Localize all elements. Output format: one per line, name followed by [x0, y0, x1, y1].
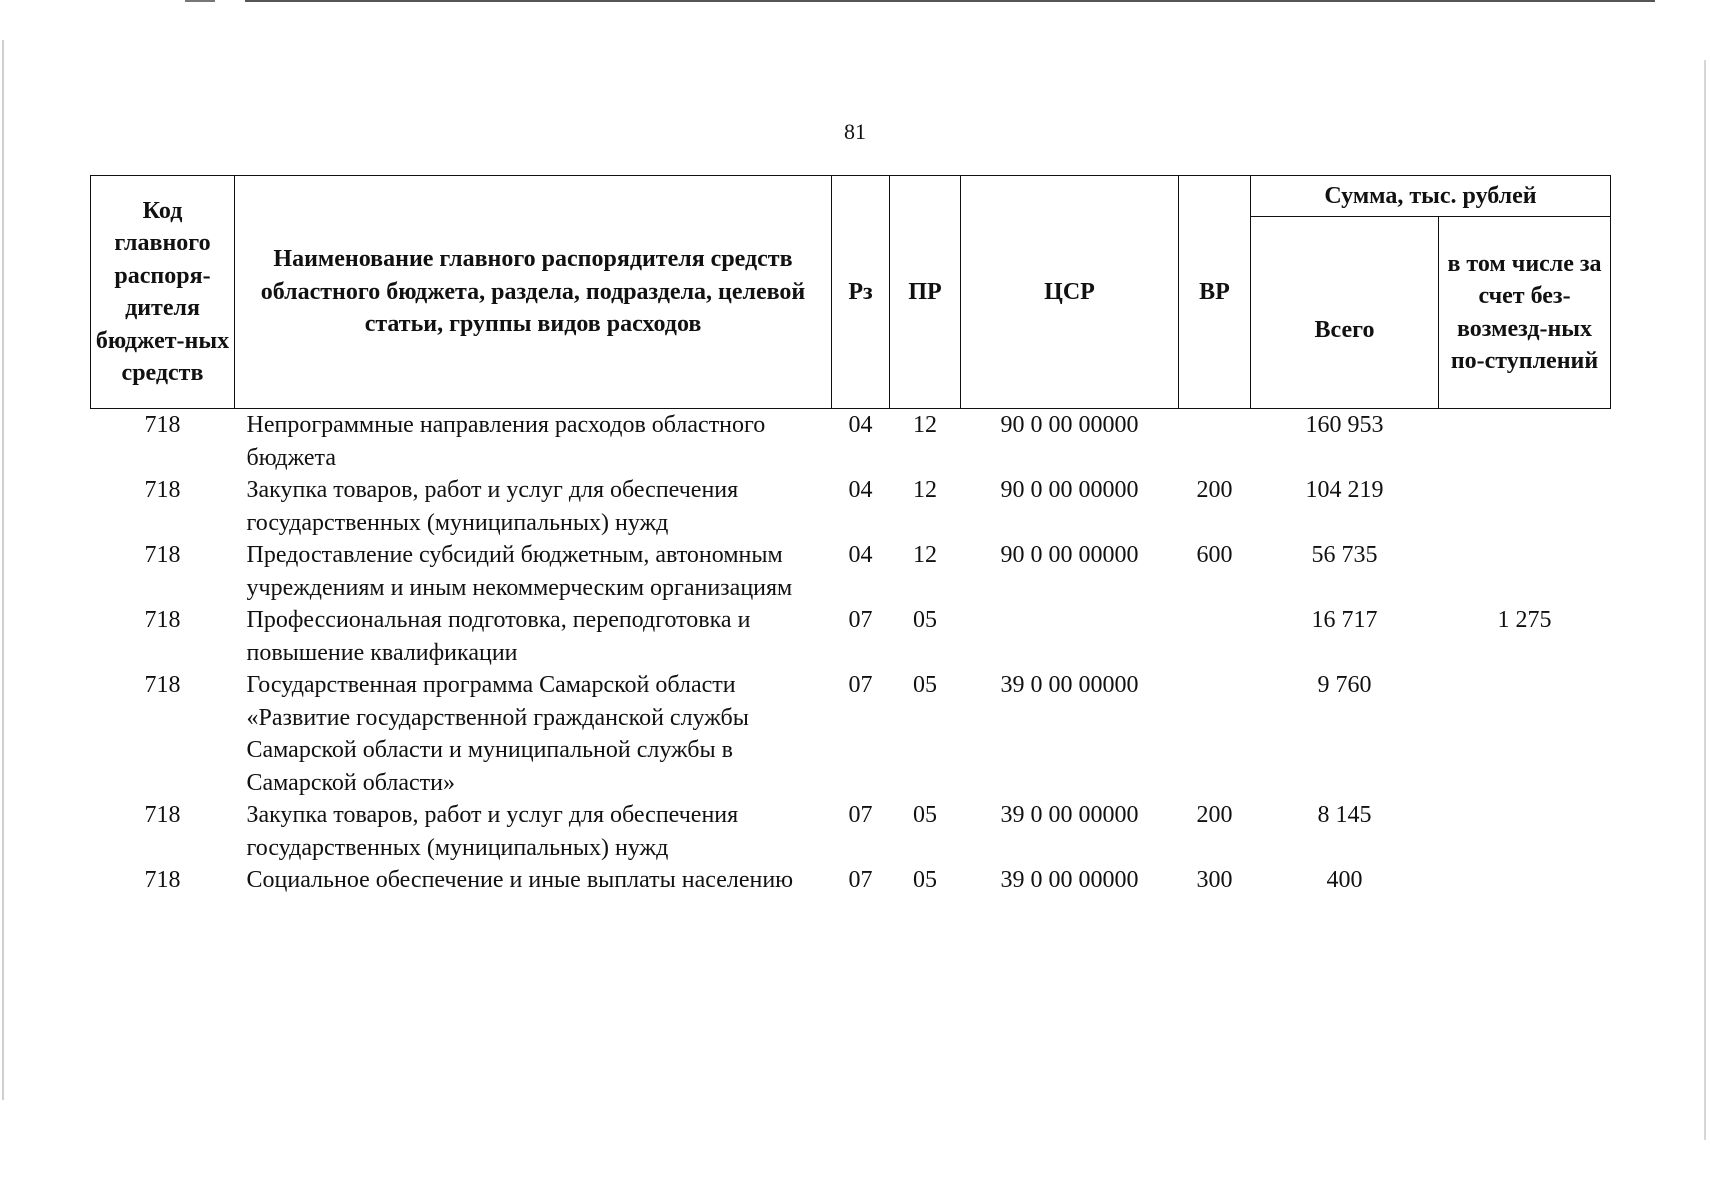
cell-code: 718: [144, 542, 181, 568]
cell-code: 718: [144, 672, 181, 698]
cell-vr: [1179, 409, 1251, 475]
cell-name: Закупка товаров, работ и услуг для обеспечения государственных (муниципальных) нужд: [246, 477, 739, 536]
cell-code: 718: [144, 412, 181, 438]
cell-pr: 12: [913, 412, 937, 438]
cell-name: Государственная программа Самарской области «Развитие государственной гражданской службы Самарской области и муниципальной службы в Самарской области»: [246, 672, 749, 796]
cell-csr: 39 0 00 00000: [1000, 672, 1139, 698]
cell-total: 9 760: [1317, 672, 1372, 698]
cell-name: Непрограммные направления расходов областного бюджета: [246, 412, 766, 471]
cell-csr: 90 0 00 00000: [1000, 412, 1139, 438]
cell-free: [1439, 474, 1611, 539]
cell-vr: 300: [1196, 867, 1233, 893]
cell-free: 1 275: [1497, 607, 1552, 633]
cell-total: 8 145: [1317, 802, 1372, 828]
cell-vr: [1179, 669, 1251, 799]
page-number: 81: [844, 119, 866, 144]
cell-rz: 07: [848, 672, 873, 698]
table-row: [91, 409, 1611, 475]
cell-code: 718: [144, 607, 181, 633]
cell-name: Профессиональная подготовка, переподготовка и повышение квалификации: [246, 607, 751, 666]
cell-pr: 05: [913, 672, 937, 698]
cell-total: 400: [1326, 867, 1363, 893]
header-free: в том числе за счет без-возмезд-ных по-ступлений: [1439, 217, 1611, 409]
scan-right-edge: [1704, 60, 1706, 1140]
header-name: Наименование главного распорядителя средств областного бюджета, раздела, подраздела, целевой статьи, группы видов расходов: [235, 176, 832, 409]
cell-name: Социальное обеспечение и иные выплаты населению: [246, 867, 794, 893]
cell-code: 718: [144, 477, 181, 503]
cell-vr: 200: [1196, 477, 1233, 503]
cell-rz: 04: [848, 477, 873, 503]
cell-code: 718: [144, 802, 181, 828]
cell-pr: 05: [913, 802, 937, 828]
cell-csr: 90 0 00 00000: [1000, 542, 1139, 568]
cell-pr: 12: [913, 477, 937, 503]
cell-rz: 07: [848, 867, 873, 893]
budget-table: [90, 175, 1611, 897]
cell-free: [1439, 409, 1611, 475]
header-sum: Сумма, тыс. рублей: [1251, 176, 1611, 217]
cell-name: Закупка товаров, работ и услуг для обеспечения государственных (муниципальных) нужд: [246, 802, 739, 861]
cell-rz: 04: [848, 412, 873, 438]
cell-total: 104 219: [1305, 477, 1384, 503]
cell-pr: 05: [913, 607, 937, 633]
cell-csr: 39 0 00 00000: [1000, 867, 1139, 893]
cell-rz: 07: [848, 607, 873, 633]
cell-code: 718: [144, 867, 181, 893]
table-header: [91, 176, 1611, 409]
table-row: [91, 864, 1611, 897]
cell-vr: 600: [1196, 542, 1233, 568]
table-row: [91, 604, 1611, 669]
cell-rz: 04: [848, 542, 873, 568]
cell-rz: 07: [848, 802, 873, 828]
header-pr: ПР: [890, 176, 961, 409]
header-rz: Рз: [832, 176, 890, 409]
header-code: Код главного распоря-дителя бюджет-ных средств: [91, 176, 235, 409]
cell-free: [1439, 864, 1611, 897]
cell-total: 56 735: [1311, 542, 1378, 568]
cell-free: [1439, 669, 1611, 799]
table-row: [91, 799, 1611, 864]
header-csr: ЦСР: [961, 176, 1179, 409]
cell-vr: [1179, 604, 1251, 669]
cell-vr: 200: [1196, 802, 1233, 828]
scan-edge-mark: [185, 0, 215, 2]
cell-csr: 39 0 00 00000: [1000, 802, 1139, 828]
cell-total: 16 717: [1311, 607, 1378, 633]
table-body: [91, 409, 1611, 897]
scan-top-border: [245, 0, 1655, 2]
header-total: Всего: [1251, 217, 1439, 409]
table-row: [91, 539, 1611, 604]
cell-csr: [961, 604, 1179, 669]
scan-left-edge: [2, 40, 4, 1100]
cell-pr: 12: [913, 542, 937, 568]
cell-free: [1439, 799, 1611, 864]
table-row: [91, 474, 1611, 539]
cell-csr: 90 0 00 00000: [1000, 477, 1139, 503]
table-row: [91, 669, 1611, 799]
cell-free: [1439, 539, 1611, 604]
header-vr: ВР: [1179, 176, 1251, 409]
cell-pr: 05: [913, 867, 937, 893]
cell-total: 160 953: [1305, 412, 1384, 438]
cell-name: Предоставление субсидий бюджетным, автономным учреждениям и иным некоммерческим организациям: [246, 542, 793, 601]
